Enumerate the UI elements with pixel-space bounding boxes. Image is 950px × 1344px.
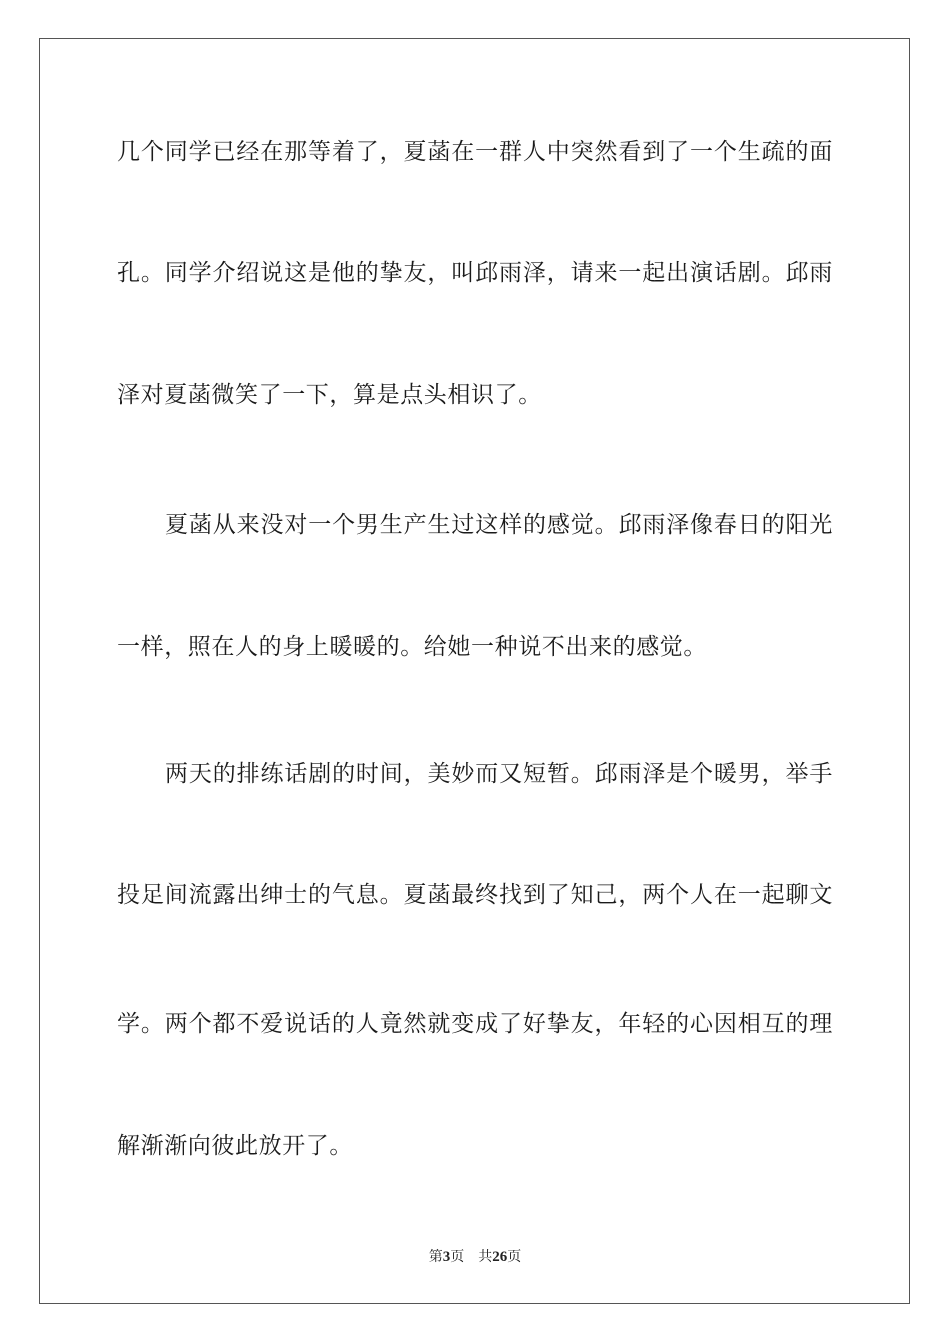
text-line-1: 几个同学已经在那等着了，夏菡在一群人中突然看到了一个生疏的面 [117,139,833,165]
text-line-5: 一样，照在人的身上暖暖的。给她一种说不出来的感觉。 [117,634,707,660]
page-border [39,38,910,1304]
text-line-9: 解渐渐向彼此放开了。 [117,1133,353,1159]
text-line-6: 两天的排练话剧的时间，美妙而又短暂。邱雨泽是个暖男，举手 [165,761,833,787]
total-suffix: 页 [507,1249,522,1265]
total-prefix: 共 [478,1249,493,1265]
total-pages: 26 [492,1249,508,1265]
page-footer [0,1248,950,1266]
text-line-7: 投足间流露出绅士的气息。夏菡最终找到了知己，两个人在一起聊文 [117,882,833,908]
text-line-4: 夏菡从来没对一个男生产生过这样的感觉。邱雨泽像春日的阳光 [165,512,833,538]
page-number: 3 [442,1249,451,1265]
page-prefix: 第 [428,1249,443,1265]
text-line-3: 泽对夏菡微笑了一下，算是点头相识了。 [117,382,542,408]
text-line-8: 学。两个都不爱说话的人竟然就变成了好挚友，年轻的心因相互的理 [117,1011,833,1037]
text-line-2: 孔。同学介绍说这是他的挚友，叫邱雨泽，请来一起出演话剧。邱雨 [117,260,833,286]
page-suffix: 页 [450,1249,465,1265]
